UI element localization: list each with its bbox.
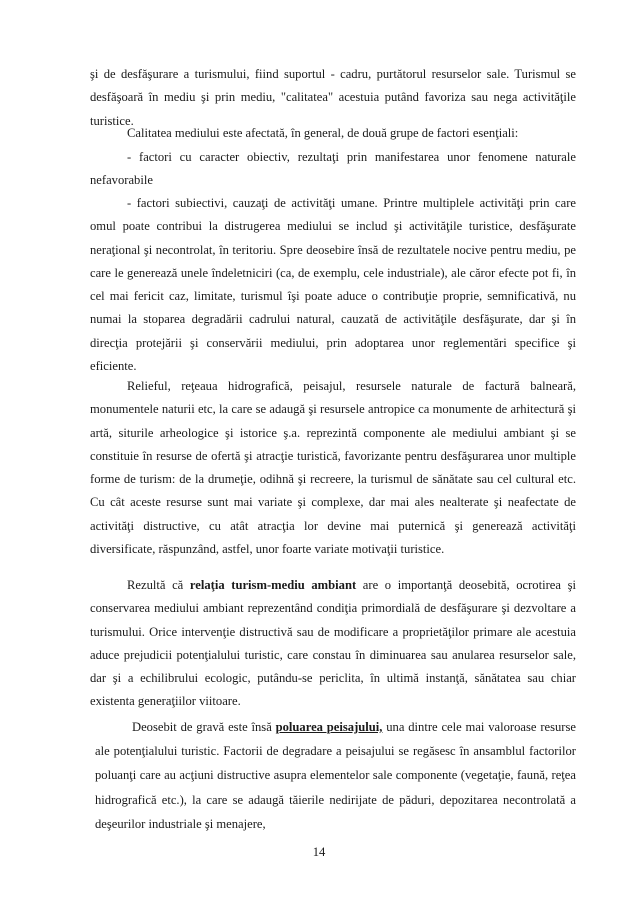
paragraph-5 <box>90 375 576 561</box>
list-item-factor-objective <box>90 146 576 193</box>
paragraph-text <box>95 715 576 836</box>
paragraph-7 <box>95 715 576 836</box>
paragraph-6 <box>90 574 576 714</box>
bold-underlined-phrase: poluarea peisajului, <box>275 720 383 734</box>
text-run: una dintre cele mai valoroase resurse ale potenţialului turistic. Factorii de degradare a peisajului se regăsesc în ansamblul factorilor poluanţi care au acţiuni distructive asupra elementelor sale componente (vegetaţie, faună, reţea hidrografică etc.), la care se adaugă tăierile nedirijate de păduri, depozitarea necontrolată a deşeurilor industriale şi menajere, <box>95 720 576 831</box>
text-run: Deosebit de gravă este însă <box>132 720 276 734</box>
text-run: Rezultă că <box>127 578 190 592</box>
paragraph-text <box>90 574 576 714</box>
paragraph-text: - factori cu caracter obiectiv, rezultaţi prin manifestarea unor fenomene naturale nefavorabile <box>90 150 576 188</box>
paragraph-text: - factori subiectivi, cauzaţi de activităţi umane. Printre multiplele activităţi prin care omul poate contribui la distrugerea mediului se includ şi activităţile turistice, desfăşurate neraţional şi necontrolat, în teritoriu. Spre deosebire însă de rezultatele nocive pentru mediu, pe care le generează unele îndeletniciri (ca, de exemplu, cele industriale), ale căror efecte pot fi, în cel mai fericit caz, limitate, turismul îşi poate aduce o contribuţie proprie, semnificativă, nu numai la stoparea degradării cadrului natural, cauzată de activităţile desfăşurate, dar şi în direcţia protejării şi conservării mediului, prin adoptarea unor reglementări specifice şi eficiente. <box>90 196 576 374</box>
list-item-factor-subjective <box>90 192 576 378</box>
paragraph-2 <box>90 122 576 145</box>
page-number: 14 <box>312 845 326 859</box>
paragraph-text: şi de desfăşurare a turismului, fiind suportul - cadru, purtătorul resurselor sale. Turismul se desfăşoară în mediu şi prin mediu, "calitatea" acestuia putând favoriza sau nega activităţile turistice. <box>90 67 576 128</box>
paragraph-text: Calitatea mediului este afectată, în general, de două grupe de factori esenţiali: <box>127 126 519 140</box>
paragraph-text: Relieful, reţeaua hidrografică, peisajul, resursele naturale de factură balneară, monumentele naturii etc, la care se adaugă şi resursele antropice ca monumente de arhitectură şi artă, siturile arheologice şi istorice ş.a. reprezintă componente ale mediului ambiant şi se constituie în resurse de ofertă şi atracţie turistică, favorizante pentru desfăşurarea unor multiple forme de turism: de la drumeţie, odihnă şi recreere, la turismul de sănătate sau cel cultural etc. Cu cât aceste resurse sunt mai variate şi complexe, dar mai ales nealterate şi neafectate de activităţi distructive, cu atât atracţia lor devine mai puternică şi generează activităţi diversificate, răspunzând, astfel, unor foarte variate motivaţii turistice. <box>90 379 576 557</box>
bold-phrase: relaţia turism-mediu ambiant <box>189 578 357 592</box>
text-run: are o importanţă deosebită, ocrotirea şi conservarea mediului ambiant reprezentând condiţia primordială de desfăşurare şi dezvoltare a turismului. Orice intervenţie distructivă sau de modificare a proprietăţilor primare ale acestuia aduce prejudicii potenţialului turistic, care constau în diminuarea sau anularea resurselor sale, dar şi a echilibrului ecologic, putându-se periclita, în ultimă instanţă, sănătatea sau chiar existenta generaţiilor viitoare. <box>90 578 576 709</box>
